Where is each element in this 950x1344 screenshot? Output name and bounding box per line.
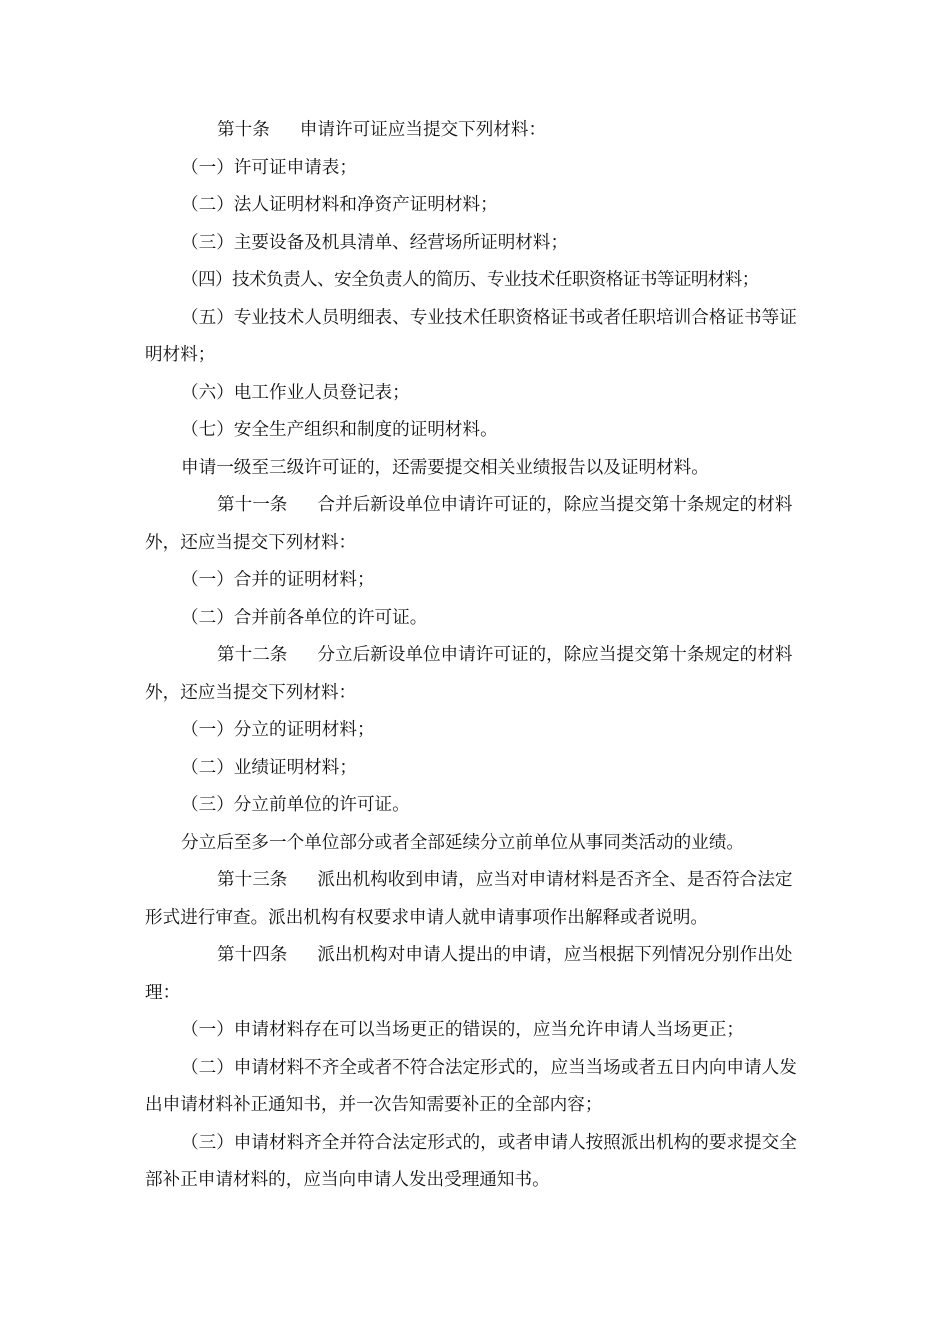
document-page (145, 112, 807, 1200)
paragraph: 申请一级至三级许可证的，还需要提交相关业绩报告以及证明材料。 (181, 457, 709, 478)
list-item: （五）专业技术人员明细表、专业技术任职资格证书或者任职培训合格证书等证明材料； (145, 307, 797, 365)
list-item: （一）合并的证明材料； (181, 570, 375, 590)
paragraph: 分立后至多一个单位部分或者全部延续分立前单位从事同类活动的业绩。 (181, 832, 745, 853)
list-item: （二）业绩证明材料； (181, 757, 357, 778)
list-item: （二）合并前各单位的许可证。 (181, 607, 428, 628)
article-number: 第十一条 (217, 495, 288, 515)
paragraph-text: 申请许可证应当提交下列材料： (299, 120, 547, 140)
paragraph-text: 合并后新设单位申请许可证的，除应当提交第十条规定的材料外，还应当提交下列材料： (145, 495, 793, 553)
article-14-paragraph (145, 937, 807, 1012)
list-item: （二）法人证明材料和净资产证明材料； (181, 195, 498, 215)
article-13-paragraph (145, 862, 807, 937)
list-item: （一）申请材料存在可以当场更正的错误的，应当允许申请人当场更正； (181, 1020, 745, 1040)
list-item: （七）安全生产组织和制度的证明材料。 (181, 420, 498, 440)
article-number: 第十三条 (217, 870, 288, 890)
list-item: （一）分立的证明材料； (181, 720, 375, 740)
list-item: （二）申请材料不齐全或者不符合法定形式的，应当当场或者五日内向申请人发出申请材料补正通知书，并一次告知需要补正的全部内容； (145, 1057, 797, 1115)
paragraph-text: 派出机构收到申请，应当对申请材料是否齐全、是否符合法定形式进行审查。派出机构有权要求申请人就申请事项作出解释或者说明。 (145, 870, 793, 928)
article-12-paragraph (145, 637, 807, 712)
article-number: 第十条 (217, 120, 270, 140)
list-item: （四）技术负责人、安全负责人的简历、专业技术任职资格证书等证明材料； (181, 270, 759, 290)
list-item: （三）申请材料齐全并符合法定形式的，或者申请人按照派出机构的要求提交全部补正申请材料的，应当向申请人发出受理通知书。 (145, 1132, 797, 1190)
paragraph-text: 分立后新设单位申请许可证的，除应当提交第十条规定的材料外，还应当提交下列材料： (145, 645, 793, 703)
paragraph-text: 派出机构对申请人提出的申请，应当根据下列情况分别作出处理： (145, 945, 793, 1003)
article-11-paragraph (145, 487, 807, 562)
article-number: 第十四条 (217, 945, 288, 965)
article-number: 第十二条 (217, 645, 288, 665)
list-item: （六）电工作业人员登记表； (181, 382, 410, 403)
list-item: （三）分立前单位的许可证。 (181, 795, 410, 815)
list-item: （三）主要设备及机具清单、经营场所证明材料； (181, 232, 569, 253)
list-item: （一）许可证申请表； (181, 157, 357, 178)
article-10-paragraph (145, 112, 807, 150)
